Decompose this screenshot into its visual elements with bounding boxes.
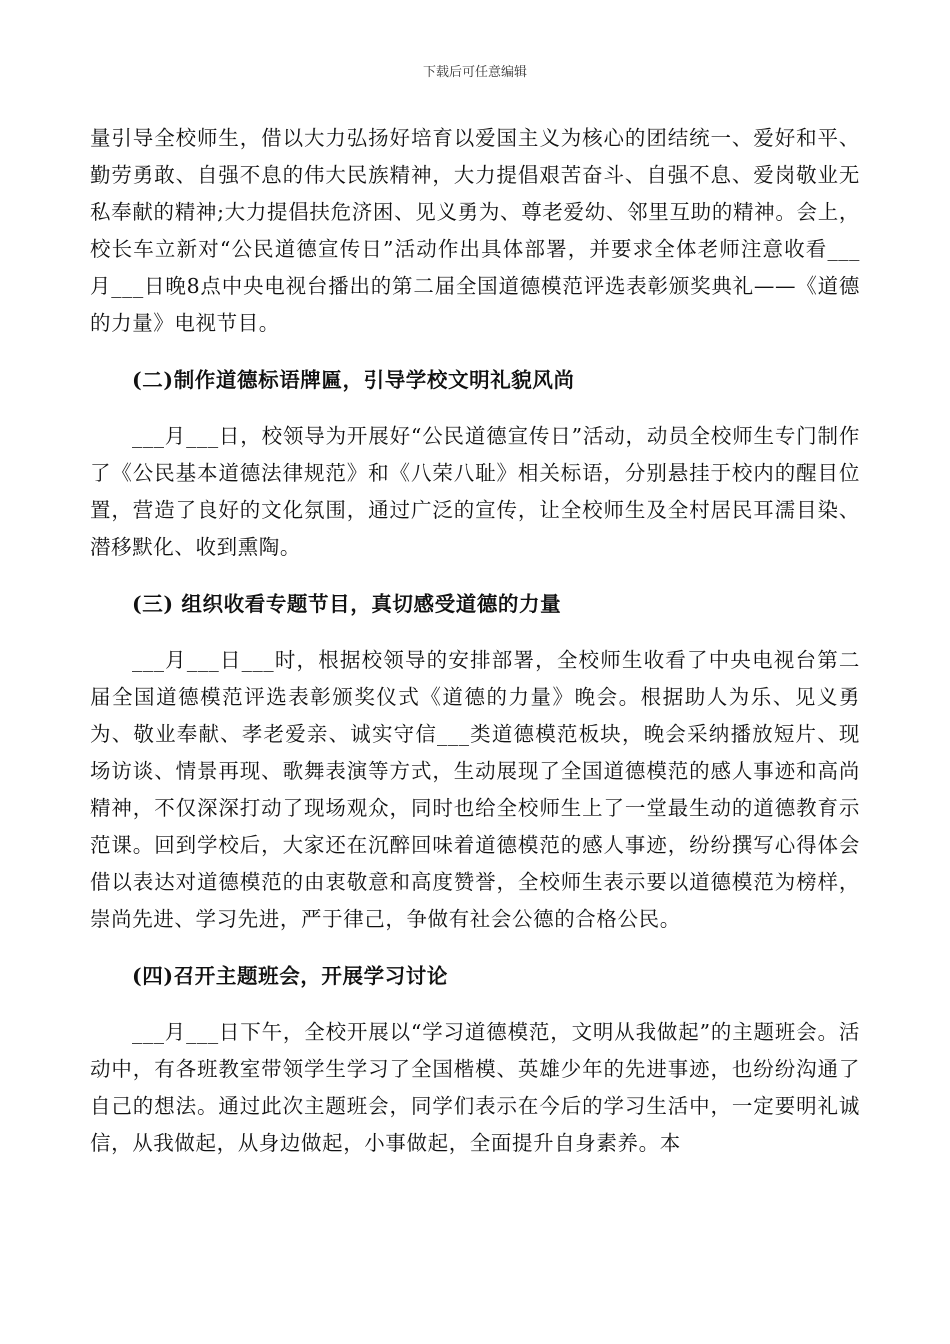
- paragraph-program-viewing: ___月___日___时，根据校领导的安排部署，全校师生收看了中央电视台第二届全国道德模范评选表彰颁奖仪式《道德的力量》晚会。根据助人为乐、见义勇为、敬业奉献、孝老爱亲、诚实守信___类道德模范板块，晚会采纳播放短片、现场访谈、情景再现、歌舞表演等方式，生动展现了全国道德模范的感人事迹和高尚精神，不仅深深打动了现场观众，同时也给全校师生上了一堂最生动的道德教育示范课。回到学校后，大家还在沉醉回味着道德模范的感人事迹，纷纷撰写心得体会借以表达对道德模范的由衷敬意和高度赞誉，全校师生表示要以道德模范为榜样，崇尚先进、学习先进，严于律己，争做有社会公德的合格公民。: [90, 648, 860, 931]
- section-heading-2: (二)制作道德标语牌匾，引导学校文明礼貌风尚: [132, 368, 575, 392]
- paragraph-continuation: 量引导全校师生，借以大力弘扬好培育以爱国主义为核心的团结统一、爱好和平、勤劳勇敢、自强不息的伟大民族精神，大力提倡艰苦奋斗、自强不息、爱岗敬业无私奉献的精神;大力提倡扶危济困、见义勇为、尊老爱幼、邻里互助的精神。会上，校长车立新对“公民道德宣传日”活动作出具体部署，并要求全体老师注意收看___月___日晚8点中央电视台播出的第二届全国道德模范评选表彰颁奖典礼——《道德的力量》电视节目。: [90, 126, 860, 335]
- paragraph-slogans: ___月___日，校领导为开展好“公民道德宣传日”活动，动员全校师生专门制作了《公民基本道德法律规范》和《八荣八耻》相关标语，分别悬挂于校内的醒目位置，营造了良好的文化氛围，通过广泛的宣传，让全校师生及全村居民耳濡目染、潜移默化、收到熏陶。: [90, 424, 860, 559]
- paragraph-class-meeting: ___月___日下午，全校开展以“学习道德模范，文明从我做起”的主题班会。活动中，有各班教室带领学生学习了全国楷模、英雄少年的先进事迹，也纷纷沟通了自己的想法。通过此次主题班会，同学们表示在今后的学习生活中，一定要明礼诚信，从我做起，从身边做起，小事做起，全面提升自身素养。本: [90, 1020, 860, 1155]
- section-heading-4: (四)召开主题班会，开展学习讨论: [132, 964, 448, 988]
- page-header: 下载后可任意编辑: [422, 65, 527, 80]
- document-body: [90, 120, 860, 1162]
- section-heading-3: (三) 组织收看专题节目，真切感受道德的力量: [132, 592, 562, 616]
